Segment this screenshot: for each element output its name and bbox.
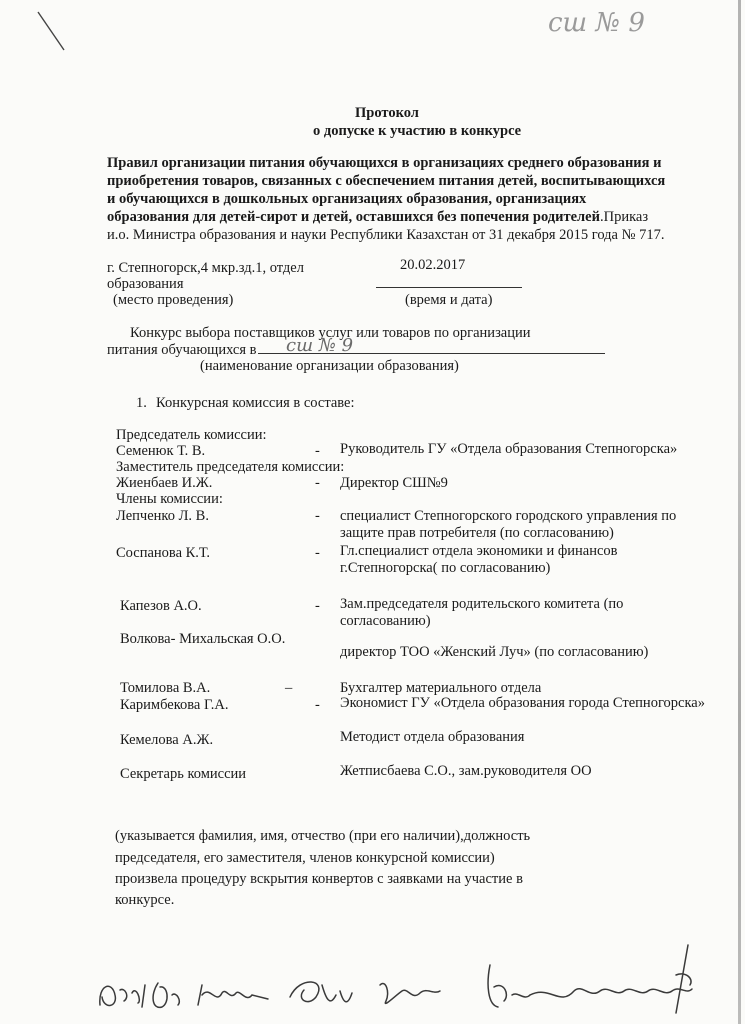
chairman-dash: - (315, 443, 320, 459)
member-position-kemelova: Методист отдела образования (340, 729, 525, 745)
order-tail: .Приказ (599, 209, 649, 225)
rules-line-2: приобретения товаров, связанных с обеспечением питания детей, воспитывающихся (107, 173, 666, 189)
date-value: 20.02.2017 (400, 257, 466, 273)
footer-line-1: (указывается фамилия, имя, отчество (при его наличии),должность (115, 828, 531, 844)
contest-line-1: Конкурс выбора поставщиков услуг или товаров по организации (130, 325, 531, 341)
scan-edge (738, 0, 741, 1024)
deputy-position: Директор СШ№9 (340, 475, 448, 491)
place-line-2: образования (107, 276, 184, 292)
member-position-lepchenko-1: специалист Степногорского городского управления по (340, 508, 677, 524)
member-name-volkova: Волкова- Михальская О.О. (120, 631, 286, 647)
chairman-role: Председатель комиссии: (116, 427, 267, 443)
secretary-role: Секретарь комиссии (120, 766, 247, 782)
section-1-label: Конкурсная комиссия в составе: (156, 395, 355, 411)
signatures (90, 935, 730, 1020)
scan-stroke-mark (36, 10, 66, 52)
member-position-karimbekova: Экономист ГУ «Отдела образования города Степногорска» (340, 695, 705, 711)
member-dash-tomilova: – (285, 680, 293, 696)
member-position-sospanova-1: Гл.специалист отдела экономики и финансов (340, 543, 618, 559)
footer-line-4: конкурсе. (115, 892, 175, 908)
member-name-sospanova: Соспанова К.Т. (116, 545, 210, 561)
corner-handwritten-note: сш № 9 (548, 8, 645, 38)
member-position-tomilova: Бухгалтер материального отдела (340, 680, 542, 696)
member-name-kemelova: Кемелова А.Ж. (120, 732, 214, 748)
deputy-name: Жиенбаев И.Ж. (116, 475, 213, 491)
deputy-dash: - (315, 475, 320, 491)
secretary-position: Жетписбаева С.О., зам.руководителя ОО (340, 763, 592, 779)
rules-line-4-bold: образования для детей-сирот и детей, оставшихся без попечения родителей (107, 209, 600, 225)
member-name-karimbekova: Каримбекова Г.А. (120, 697, 229, 713)
place-caption: (место проведения) (113, 292, 234, 308)
member-position-lepchenko-2: защите прав потребителя (по согласованию) (340, 525, 614, 541)
org-caption: (наименование организации образования) (200, 358, 459, 374)
member-dash-lepchenko: - (315, 508, 320, 524)
org-underline (258, 353, 605, 354)
org-handwritten: сш № 9 (286, 335, 354, 356)
footer-line-3: произвела процедуру вскрытия конвертов с заявками на участие в (115, 871, 523, 887)
date-underline (376, 287, 522, 288)
order-line: и.о. Министра образования и науки Республики Казахстан от 31 декабря 2015 года № 717. (107, 227, 665, 243)
deputy-role: Заместитель председателя комиссии: (116, 459, 345, 475)
member-position-kapezov-2: согласованию) (340, 613, 431, 629)
date-caption: (время и дата) (405, 292, 493, 308)
member-dash-sospanova: - (315, 545, 320, 561)
member-name-lepchenko: Лепченко Л. В. (116, 508, 209, 524)
rules-line-1: Правил организации питания обучающихся в организациях среднего образования и (107, 155, 662, 171)
place-line-1: г. Степногорск,4 мкр.зд.1, отдел (107, 260, 304, 276)
member-position-sospanova-2: г.Степногорска( по согласованию) (340, 560, 551, 576)
section-1-number: 1. (136, 395, 147, 411)
member-position-kapezov-1: Зам.председателя родительского комитета (по (340, 596, 624, 612)
member-dash-karimbekova: - (315, 697, 320, 713)
document-title: Протокол (355, 105, 419, 121)
rules-line-4 (107, 209, 648, 226)
member-dash-kapezov: - (315, 598, 320, 614)
document-subtitle: о допуске к участию в конкурсе (313, 123, 522, 139)
members-role: Члены комиссии: (116, 491, 223, 507)
member-name-kapezov: Капезов А.О. (120, 598, 202, 614)
chairman-name: Семенюк Т. В. (116, 443, 206, 459)
chairman-position: Руководитель ГУ «Отдела образования Степногорска» (340, 441, 678, 457)
footer-line-2: председателя, его заместителя, членов конкурсной комиссии) (115, 850, 495, 866)
rules-line-3: и обучающихся в дошкольных организациях образования, организациях (107, 191, 587, 207)
contest-line-2: питания обучающихся в (107, 342, 257, 358)
member-name-tomilova: Томилова В.А. (120, 680, 211, 696)
member-position-volkova: директор ТОО «Женский Луч» (по согласованию) (340, 644, 649, 660)
